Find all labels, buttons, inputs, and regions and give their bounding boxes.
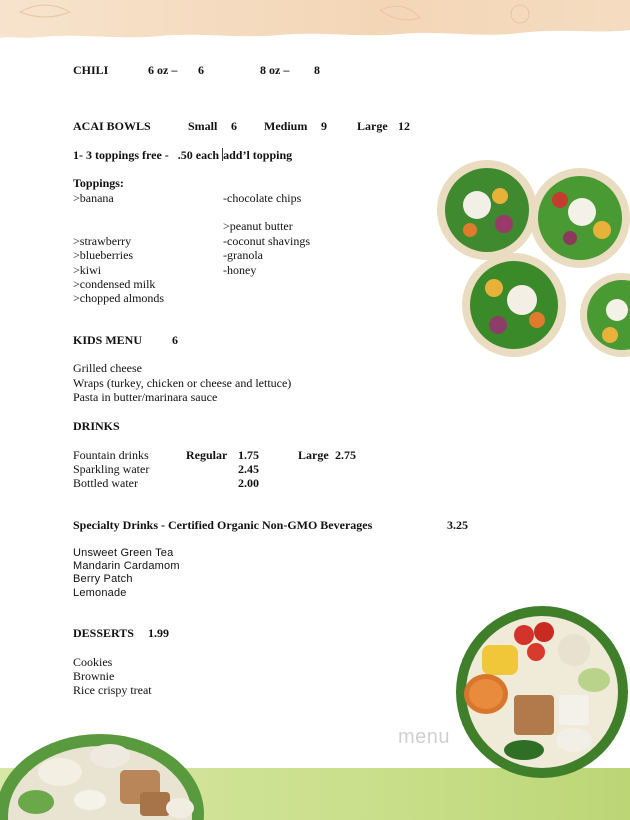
acai-large-price: 12 <box>398 119 410 133</box>
acai-note-part-a: 1- 3 toppings free - .50 each <box>73 148 223 162</box>
acai-large-label: Large <box>357 119 388 133</box>
drink-large-price: 2.75 <box>335 448 356 462</box>
topping-item: -honey <box>223 263 257 277</box>
drink-regular-price: 2.45 <box>238 462 259 476</box>
kids-item: Wraps (turkey, chicken or cheese and lettuce) <box>73 376 292 390</box>
topping-item: >chopped almonds <box>73 291 165 305</box>
specialty-drinks-title: Specialty Drinks - Certified Organic Non-GMO Beverages <box>73 518 373 532</box>
kids-menu-price: 6 <box>172 333 178 347</box>
specialty-drink-item: Unsweet Green Tea <box>73 547 174 559</box>
chili-price-8oz: 8 <box>314 63 320 77</box>
specialty-drink-item: Mandarin Cardamom <box>73 560 180 572</box>
top-decorative-band <box>0 0 630 46</box>
topping-item: -granola <box>223 248 263 262</box>
topping-item: -coconut shavings <box>223 234 310 248</box>
chili-price-6oz: 6 <box>198 63 204 77</box>
dessert-item: Brownie <box>73 669 115 683</box>
specialty-drinks-price: 3.25 <box>447 518 468 532</box>
specialty-drink-item: Lemonade <box>73 587 127 599</box>
desserts-price: 1.99 <box>148 626 169 640</box>
chili-size-8oz: 8 oz – <box>260 63 290 77</box>
desserts-title: DESSERTS <box>73 626 134 640</box>
topping-item: >blueberries <box>73 248 134 262</box>
drinks-title: DRINKS <box>73 419 120 433</box>
specialty-drink-item: Berry Patch <box>73 573 133 585</box>
drink-name: Fountain drinks <box>73 448 149 462</box>
drink-regular-price: 1.75 <box>238 448 259 462</box>
acai-note-part-b: add’l topping <box>223 148 293 162</box>
topping-item: >condensed milk <box>73 277 156 291</box>
dessert-item: Cookies <box>73 655 113 669</box>
kids-menu-title: KIDS MENU <box>73 333 143 347</box>
salad-bowl-image <box>454 600 630 790</box>
menu-watermark: menu <box>398 726 451 748</box>
drink-name: Sparkling water <box>73 462 150 476</box>
dessert-item: Rice crispy treat <box>73 683 152 697</box>
drink-name: Bottled water <box>73 476 138 490</box>
acai-small-label: Small <box>188 119 218 133</box>
chili-size-6oz: 6 oz – <box>148 63 178 77</box>
salad-corner-image <box>0 722 206 820</box>
wraps-image <box>432 160 630 375</box>
topping-item: -chocolate chips <box>223 191 302 205</box>
kids-item: Grilled cheese <box>73 361 142 375</box>
kids-item: Pasta in butter/marinara sauce <box>73 390 218 404</box>
acai-toppings-note <box>73 148 292 162</box>
drink-regular-price: 2.00 <box>238 476 259 490</box>
acai-small-price: 6 <box>231 119 237 133</box>
acai-medium-label: Medium <box>264 119 308 133</box>
topping-item: >banana <box>73 191 114 205</box>
acai-medium-price: 9 <box>321 119 327 133</box>
drink-large-label: Large <box>298 448 329 462</box>
drink-regular-label: Regular <box>186 448 228 462</box>
acai-title: ACAI BOWLS <box>73 119 151 133</box>
topping-item: >peanut butter <box>223 219 293 233</box>
topping-item: >strawberry <box>73 234 132 248</box>
topping-item: >kiwi <box>73 263 102 277</box>
chili-title: CHILI <box>73 63 109 77</box>
toppings-heading: Toppings: <box>73 176 124 190</box>
